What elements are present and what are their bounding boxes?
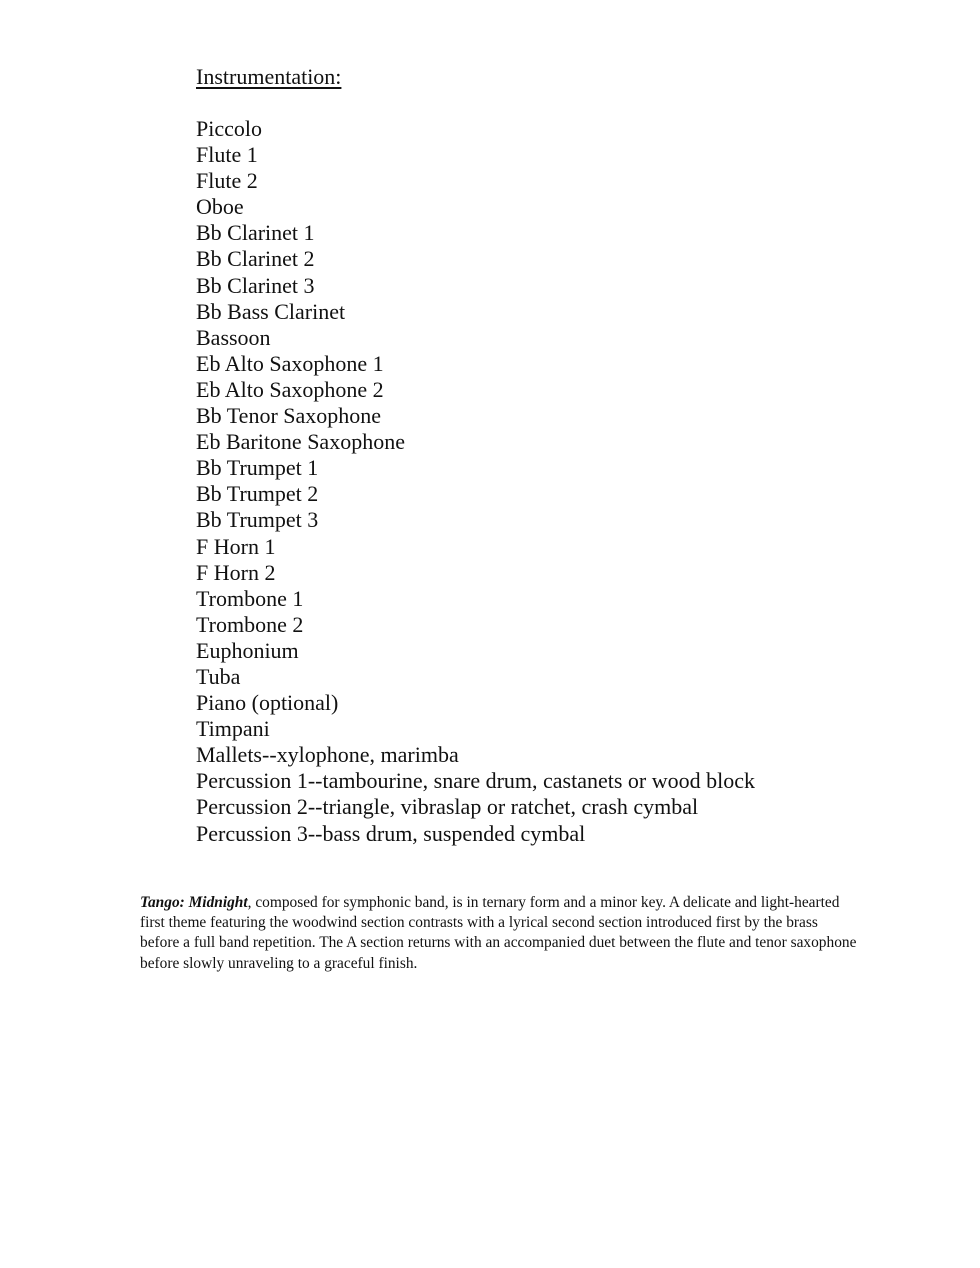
instrument-item: Eb Alto Saxophone 1 [196,350,384,376]
instrument-item: F Horn 2 [196,559,276,585]
instrument-item: Trombone 1 [196,585,304,611]
instrument-item: Oboe [196,194,244,220]
instrument-item: Percussion 2--triangle, vibraslap or ratchet, crash cymbal [196,794,699,820]
instrument-item: Tuba [196,663,241,689]
instrument-item: Bb Trumpet 3 [196,507,319,533]
instrument-item: F Horn 1 [196,533,276,559]
instrument-item: Bb Trumpet 2 [196,481,319,507]
instrument-item: Trombone 2 [196,611,304,637]
instrumentation-heading: Instrumentation: [196,64,342,89]
instrument-item: Flute 1 [196,142,258,168]
instrument-item: Eb Alto Saxophone 2 [196,376,384,402]
instrument-item: Piano (optional) [196,690,339,716]
instrument-item: Flute 2 [196,168,258,194]
instrument-list [196,116,755,847]
instrument-item: Bb Tenor Saxophone [196,403,382,429]
instrument-item: Bb Bass Clarinet [196,298,346,324]
instrument-item: Bb Clarinet 3 [196,272,315,298]
instrument-item: Bassoon [196,324,271,350]
instrument-item: Bb Trumpet 1 [196,455,319,481]
piece-description [140,893,860,974]
instrument-item: Eb Baritone Saxophone [196,429,405,455]
instrument-item: Timpani [196,716,270,742]
instrument-item: Bb Clarinet 2 [196,246,315,272]
description-body: , composed for symphonic band, is in ternary form and a minor key. A delicate and light-hearted first theme featuring the woodwind section contrasts with a lyrical second section introduced first by the brass before a full band repetition. The A section returns with an accompanied duet between the flute and tenor saxophone before slowly unraveling to a graceful finish. [140,894,857,972]
instrument-item: Percussion 3--bass drum, suspended cymbal [196,820,586,846]
instrument-item: Mallets--xylophone, marimba [196,742,459,768]
instrument-item: Percussion 1--tambourine, snare drum, castanets or wood block [196,768,756,794]
piece-title: Tango: Midnight [140,894,248,911]
instrument-item: Bb Clarinet 1 [196,220,315,246]
instrument-item: Piccolo [196,116,262,141]
instrument-item: Euphonium [196,637,299,663]
